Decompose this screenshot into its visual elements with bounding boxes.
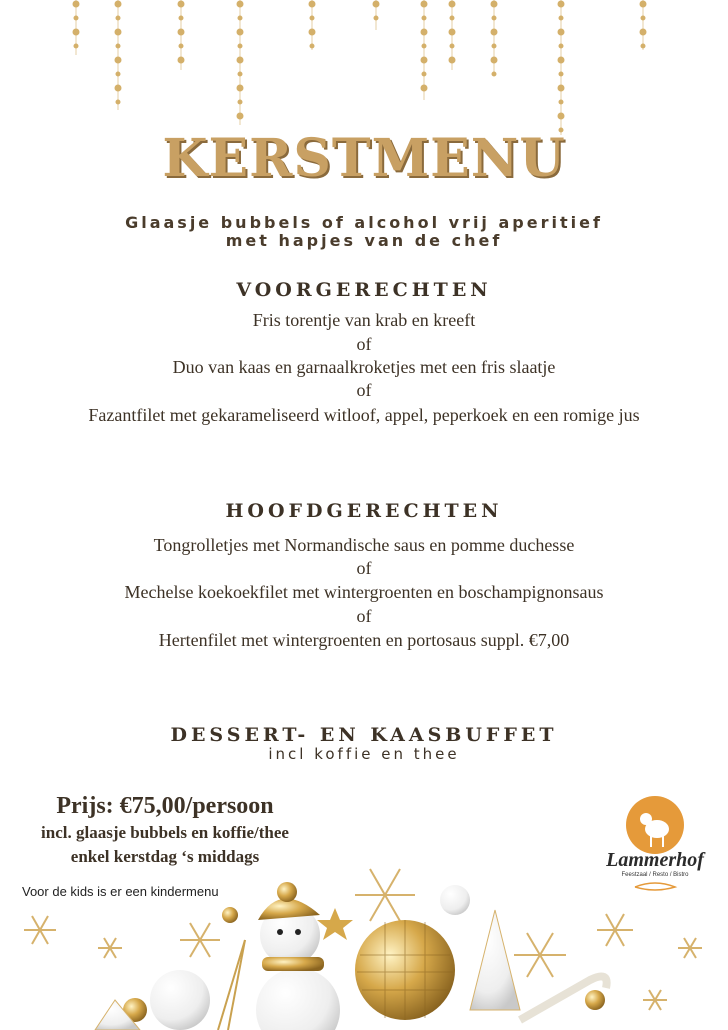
dessert-heading: DESSERT- EN KAASBUFFET (170, 724, 558, 746)
dessert-sub: incl koffie en thee (268, 745, 460, 763)
star-icon (317, 908, 353, 940)
bead (237, 29, 243, 35)
bead (237, 113, 243, 119)
hoofdgerecht-of: of (356, 606, 372, 626)
bead (558, 57, 564, 63)
hoofdgerecht-of: of (356, 558, 372, 578)
bead (237, 57, 243, 63)
bead (238, 72, 242, 76)
hoofdgerechten-heading: HOOFDGERECHTEN (225, 500, 503, 522)
bead (238, 16, 242, 20)
price-note: enkel kerstdag ‘s middags (70, 847, 260, 866)
bead (492, 44, 496, 48)
bead (310, 16, 314, 20)
bead (179, 16, 183, 20)
voorgerecht-of: of (356, 334, 372, 354)
bead (178, 1, 184, 7)
intro-line-1: Glaasje bubbels of alcohol vrij aperitief (125, 213, 603, 232)
bead (640, 29, 646, 35)
disco-ball-icon (355, 920, 455, 1020)
bead (559, 100, 563, 104)
christmas-decorations (0, 860, 728, 1030)
bead (116, 100, 120, 104)
bead (641, 44, 645, 48)
bead (74, 16, 78, 20)
hoofdgerecht-item: Mechelse koekoekfilet met wintergroenten en boschampignonsaus (124, 582, 604, 602)
bead (491, 29, 497, 35)
bead (115, 1, 121, 7)
price-line: Prijs: €75,00/persoon (56, 793, 274, 819)
bead (491, 57, 497, 63)
snowman-icon (256, 882, 340, 1030)
bead (558, 85, 564, 91)
bauble-icon (585, 990, 605, 1010)
bauble-icon (150, 970, 210, 1030)
bead (116, 16, 120, 20)
kids-menu-note: Voor de kids is er een kindermenu (22, 884, 219, 899)
bead (450, 44, 454, 48)
bead (116, 72, 120, 76)
bead (492, 16, 496, 20)
intro-line-2: met hapjes van de chef (225, 231, 503, 250)
bead (116, 44, 120, 48)
bead (115, 57, 121, 63)
bead (373, 1, 379, 7)
bead (374, 16, 378, 20)
bead (309, 29, 315, 35)
price-includes: incl. glaasje bubbels en koffie/thee (41, 823, 289, 842)
bead (310, 44, 314, 48)
voorgerecht-item: Fris torentje van krab en kreeft (252, 310, 476, 330)
bead (237, 1, 243, 7)
party-hat-icon (470, 910, 520, 1010)
bead (238, 100, 242, 104)
bead (421, 1, 427, 7)
bauble-icon (440, 885, 470, 915)
bead (559, 16, 563, 20)
bead (309, 1, 315, 7)
bead (559, 72, 563, 76)
voorgerechten-heading: VOORGERECHTEN (236, 279, 492, 301)
bead (74, 44, 78, 48)
bead (640, 1, 646, 7)
bead (421, 29, 427, 35)
bead (73, 1, 79, 7)
bead (115, 85, 121, 91)
bead (115, 29, 121, 35)
hoofdgerecht-item: Tongrolletjes met Normandische saus en pomme duchesse (153, 535, 575, 555)
bauble-icon (222, 907, 238, 923)
bead (178, 57, 184, 63)
bead (422, 16, 426, 20)
bead (179, 44, 183, 48)
bead (421, 57, 427, 63)
bead (558, 29, 564, 35)
voorgerecht-item: Fazantfilet met gekarameliseerd witloof, appel, peperkoek en een romige jus (88, 405, 640, 425)
voorgerecht-of: of (356, 380, 372, 400)
logo-tagline: Feestzaal / Resto / Bistro (621, 872, 689, 878)
bead (73, 29, 79, 35)
hoofdgerecht-item: Hertenfilet met wintergroenten en portosaus suppl. €7,00 (158, 630, 570, 650)
lamb-icon (600, 795, 710, 855)
bead (491, 1, 497, 7)
bead (238, 44, 242, 48)
page-title: KERSTMENU (162, 128, 566, 189)
bead (421, 85, 427, 91)
bead (450, 16, 454, 20)
bead (558, 113, 564, 119)
bead (422, 44, 426, 48)
bead (559, 44, 563, 48)
bead (449, 57, 455, 63)
bead (641, 16, 645, 20)
bead (492, 72, 496, 76)
bead (178, 29, 184, 35)
bead (449, 1, 455, 7)
bead (237, 85, 243, 91)
bead (558, 1, 564, 7)
bead (449, 29, 455, 35)
bead (422, 72, 426, 76)
logo-name: Lammerhof (606, 849, 704, 871)
voorgerecht-item: Duo van kaas en garnaalkroketjes met een fris slaatje (172, 357, 556, 377)
